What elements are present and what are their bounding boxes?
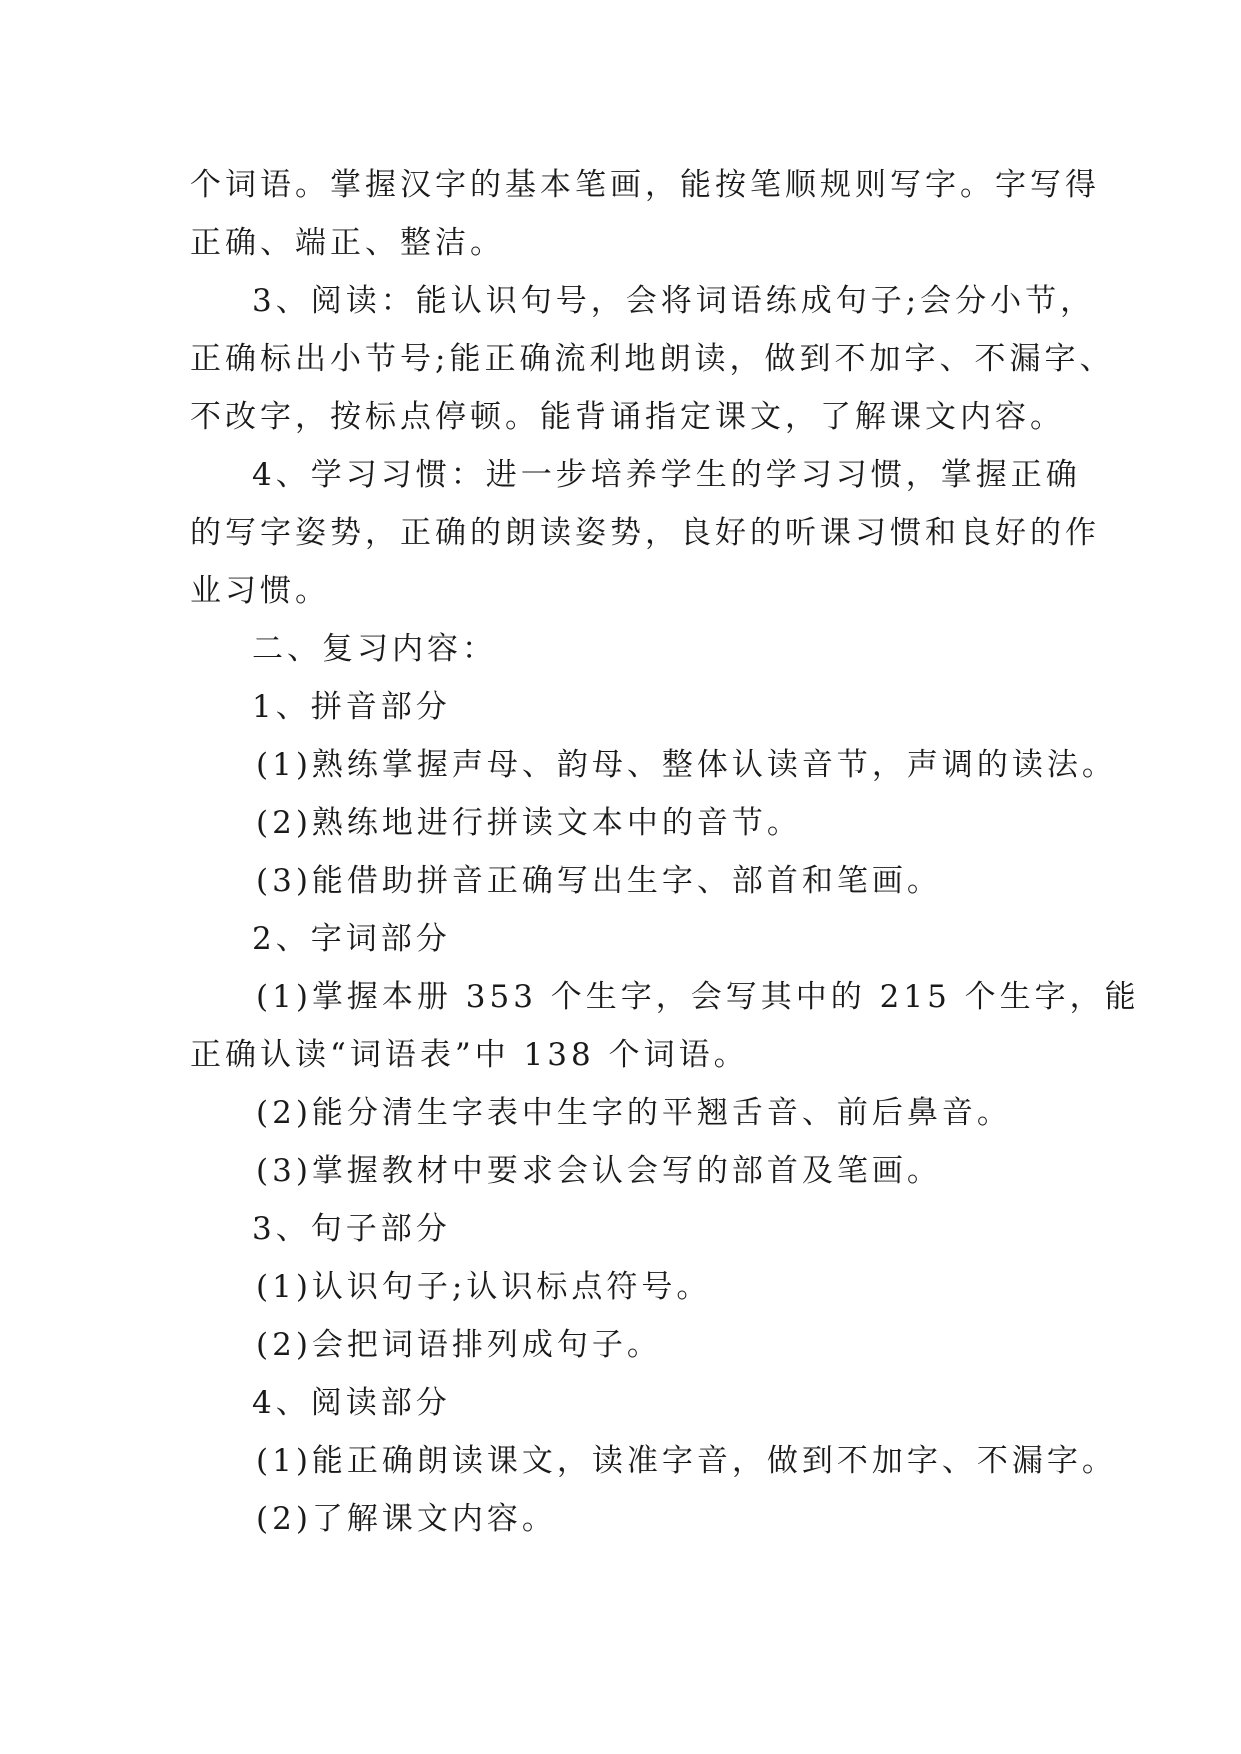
list-item: (1)掌握本册 353 个生字，会写其中的 215 个生字，能 bbox=[256, 979, 1140, 1015]
text-line: 不改字，按标点停顿。能背诵指定课文，了解课文内容。 bbox=[190, 399, 1065, 435]
list-item: (3)能借助拼音正确写出生字、部首和笔画。 bbox=[256, 863, 942, 899]
text-line: 个词语。掌握汉字的基本笔画，能按笔顺规则写字。字写得 bbox=[190, 167, 1100, 203]
text-line: 正确、端正、整洁。 bbox=[190, 225, 505, 261]
subheading-pinyin: 1、拼音部分 bbox=[252, 689, 451, 725]
list-item: (3)掌握教材中要求会认会写的部首及笔画。 bbox=[256, 1153, 942, 1189]
list-item: (2)熟练地进行拼读文本中的音节。 bbox=[256, 805, 802, 841]
subheading-reading: 4、阅读部分 bbox=[252, 1385, 451, 1421]
text-line: 业习惯。 bbox=[190, 573, 330, 609]
subheading-characters-words: 2、字词部分 bbox=[252, 921, 451, 957]
list-item: (1)能正确朗读课文，读准字音，做到不加字、不漏字。 bbox=[256, 1443, 1117, 1479]
list-item: (2)能分清生字表中生字的平翘舌音、前后鼻音。 bbox=[256, 1095, 1012, 1131]
study-habits-line: 4、学习习惯：进一步培养学生的学习习惯，掌握正确 bbox=[252, 457, 1081, 493]
document-body bbox=[190, 156, 1140, 1548]
list-item: (1)熟练掌握声母、韵母、整体认读音节，声调的读法。 bbox=[256, 747, 1117, 783]
list-item: (2)了解课文内容。 bbox=[256, 1501, 557, 1537]
list-item: (2)会把词语排列成句子。 bbox=[256, 1327, 662, 1363]
text-line: 的写字姿势，正确的朗读姿势，良好的听课习惯和良好的作 bbox=[190, 515, 1100, 551]
section-heading-review-content: 二、复习内容： bbox=[252, 631, 497, 667]
text-line: 正确认读“词语表”中 138 个词语。 bbox=[190, 1037, 749, 1073]
text-line: 正确标出小节号;能正确流利地朗读，做到不加字、不漏字、 bbox=[190, 341, 1115, 377]
list-item: (1)认识句子;认识标点符号。 bbox=[256, 1269, 712, 1305]
subheading-sentences: 3、句子部分 bbox=[252, 1211, 451, 1247]
reading-goal-line: 3、阅读：能认识句号，会将词语练成句子;会分小节， bbox=[252, 283, 1096, 319]
